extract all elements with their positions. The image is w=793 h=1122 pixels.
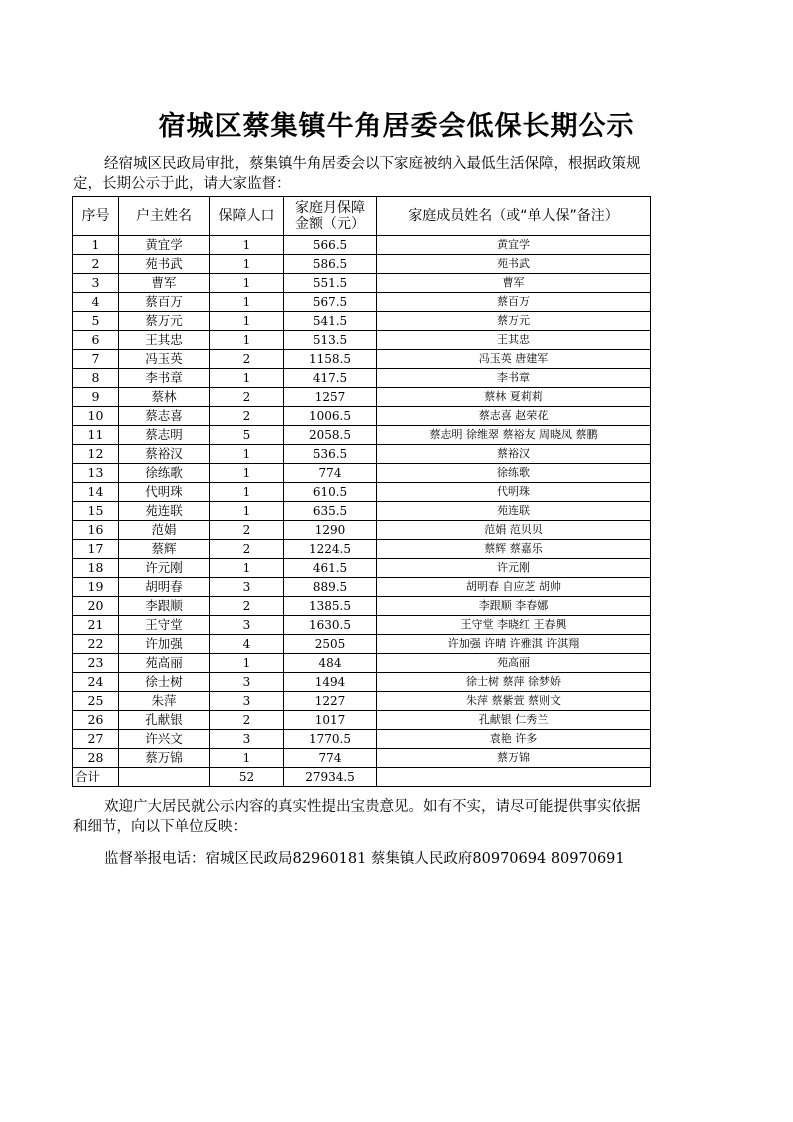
cell-index: 2	[73, 255, 119, 274]
cell-household-head: 蔡志明	[119, 426, 210, 445]
cell-household-head: 蔡万元	[119, 312, 210, 331]
cell-monthly-amount: 2058.5	[284, 426, 377, 445]
cell-monthly-amount: 484	[284, 654, 377, 673]
table-total-row	[73, 768, 651, 787]
cell-index: 5	[73, 312, 119, 331]
page-title: 宿城区蔡集镇牛角居委会低保长期公示	[158, 111, 635, 142]
cell-family-members: 李跟顺 李春娜	[377, 597, 651, 616]
cell-household-head: 苑高丽	[119, 654, 210, 673]
cell-household-head: 苑连联	[119, 502, 210, 521]
cell-monthly-amount: 1227	[284, 692, 377, 711]
cell-family-members: 蔡志明 徐维翠 蔡裕友 周晓凤 蔡鹏	[377, 426, 651, 445]
cell-index: 27	[73, 730, 119, 749]
table-row	[73, 654, 651, 673]
cell-insured-count: 1	[210, 331, 284, 350]
table-row	[73, 540, 651, 559]
cell-family-members: 蔡裕汉	[377, 445, 651, 464]
cell-household-head: 范娟	[119, 521, 210, 540]
cell-index: 26	[73, 711, 119, 730]
cell-family-members: 蔡万元	[377, 312, 651, 331]
cell-index: 23	[73, 654, 119, 673]
cell-family-members: 苑连联	[377, 502, 651, 521]
cell-index: 18	[73, 559, 119, 578]
cell-index: 8	[73, 369, 119, 388]
total-label: 合计	[73, 768, 119, 787]
cell-family-members: 黄宜学	[377, 236, 651, 255]
cell-family-members: 苑书武	[377, 255, 651, 274]
cell-family-members: 苑高丽	[377, 654, 651, 673]
cell-household-head: 蔡万锦	[119, 749, 210, 768]
cell-family-members: 代明珠	[377, 483, 651, 502]
cell-index: 6	[73, 331, 119, 350]
total-count: 52	[210, 768, 284, 787]
cell-household-head: 蔡百万	[119, 293, 210, 312]
cell-monthly-amount: 461.5	[284, 559, 377, 578]
cell-insured-count: 1	[210, 369, 284, 388]
cell-household-head: 蔡林	[119, 388, 210, 407]
table-row	[73, 312, 651, 331]
cell-monthly-amount: 610.5	[284, 483, 377, 502]
cell-index: 12	[73, 445, 119, 464]
cell-monthly-amount: 1494	[284, 673, 377, 692]
table-row	[73, 749, 651, 768]
cell-family-members: 蔡万锦	[377, 749, 651, 768]
cell-family-members: 王其忠	[377, 331, 651, 350]
cell-household-head: 李书章	[119, 369, 210, 388]
cell-index: 21	[73, 616, 119, 635]
cell-family-members: 蔡百万	[377, 293, 651, 312]
cell-insured-count: 3	[210, 673, 284, 692]
cell-monthly-amount: 635.5	[284, 502, 377, 521]
cell-family-members: 孔献银 仁秀兰	[377, 711, 651, 730]
cell-household-head: 徐士树	[119, 673, 210, 692]
cell-index: 20	[73, 597, 119, 616]
cell-monthly-amount: 513.5	[284, 331, 377, 350]
header-monthly-amount-line2: 金额（元）	[295, 216, 365, 232]
cell-insured-count: 2	[210, 597, 284, 616]
cell-insured-count: 5	[210, 426, 284, 445]
cell-index: 3	[73, 274, 119, 293]
table-row	[73, 369, 651, 388]
cell-monthly-amount: 1017	[284, 711, 377, 730]
cell-monthly-amount: 586.5	[284, 255, 377, 274]
cell-insured-count: 2	[210, 388, 284, 407]
header-insured-count: 保障人口	[210, 197, 284, 236]
cell-household-head: 许元刚	[119, 559, 210, 578]
table-row	[73, 274, 651, 293]
cell-index: 7	[73, 350, 119, 369]
table-row	[73, 521, 651, 540]
cell-insured-count: 2	[210, 350, 284, 369]
table-row	[73, 730, 651, 749]
cell-monthly-amount: 889.5	[284, 578, 377, 597]
table-row	[73, 578, 651, 597]
table-row	[73, 445, 651, 464]
table-row	[73, 464, 651, 483]
cell-index: 19	[73, 578, 119, 597]
cell-household-head: 朱萍	[119, 692, 210, 711]
cell-insured-count: 1	[210, 236, 284, 255]
cell-family-members: 王守堂 李晓红 王春興	[377, 616, 651, 635]
cell-monthly-amount: 1290	[284, 521, 377, 540]
cell-monthly-amount: 774	[284, 749, 377, 768]
cell-insured-count: 1	[210, 312, 284, 331]
cell-family-members: 胡明春 自应芝 胡帅	[377, 578, 651, 597]
table-row	[73, 388, 651, 407]
cell-monthly-amount: 1257	[284, 388, 377, 407]
cell-monthly-amount: 551.5	[284, 274, 377, 293]
table-row	[73, 692, 651, 711]
cell-family-members: 蔡辉 蔡嘉乐	[377, 540, 651, 559]
cell-household-head: 蔡辉	[119, 540, 210, 559]
cell-family-members: 许元刚	[377, 559, 651, 578]
cell-index: 4	[73, 293, 119, 312]
cell-index: 25	[73, 692, 119, 711]
cell-monthly-amount: 417.5	[284, 369, 377, 388]
cell-insured-count: 1	[210, 502, 284, 521]
table-row	[73, 426, 651, 445]
table-row	[73, 350, 651, 369]
cell-monthly-amount: 1630.5	[284, 616, 377, 635]
cell-household-head: 孔献银	[119, 711, 210, 730]
total-amount: 27934.5	[284, 768, 377, 787]
cell-insured-count: 1	[210, 293, 284, 312]
cell-family-members: 范娟 范贝贝	[377, 521, 651, 540]
cell-index: 11	[73, 426, 119, 445]
cell-insured-count: 1	[210, 445, 284, 464]
cell-family-members: 徐士树 蔡萍 徐梦娇	[377, 673, 651, 692]
cell-insured-count: 1	[210, 559, 284, 578]
cell-index: 17	[73, 540, 119, 559]
cell-family-members: 冯玉英 唐建军	[377, 350, 651, 369]
table-row	[73, 616, 651, 635]
cell-insured-count: 1	[210, 483, 284, 502]
cell-monthly-amount: 1224.5	[284, 540, 377, 559]
table-row	[73, 502, 651, 521]
cell-index: 15	[73, 502, 119, 521]
cell-insured-count: 3	[210, 730, 284, 749]
cell-family-members: 袁艳 许多	[377, 730, 651, 749]
table-row	[73, 673, 651, 692]
cell-monthly-amount: 774	[284, 464, 377, 483]
table-header-row	[73, 197, 651, 236]
header-monthly-amount	[284, 197, 377, 236]
cell-household-head: 王其忠	[119, 331, 210, 350]
cell-monthly-amount: 2505	[284, 635, 377, 654]
cell-household-head: 许加强	[119, 635, 210, 654]
cell-monthly-amount: 1770.5	[284, 730, 377, 749]
table-row	[73, 483, 651, 502]
cell-household-head: 冯玉英	[119, 350, 210, 369]
subsidy-table	[72, 196, 651, 787]
cell-household-head: 曹军	[119, 274, 210, 293]
cell-index: 24	[73, 673, 119, 692]
cell-family-members: 徐练歌	[377, 464, 651, 483]
cell-household-head: 李跟顺	[119, 597, 210, 616]
cell-household-head: 徐练歌	[119, 464, 210, 483]
cell-household-head: 苑书武	[119, 255, 210, 274]
cell-insured-count: 1	[210, 464, 284, 483]
cell-insured-count: 1	[210, 274, 284, 293]
cell-household-head: 代明珠	[119, 483, 210, 502]
cell-index: 14	[73, 483, 119, 502]
cell-family-members: 李书章	[377, 369, 651, 388]
cell-insured-count: 2	[210, 540, 284, 559]
feedback-paragraph: 欢迎广大居民就公示内容的真实性提出宝贵意见。如有不实，请尽可能提供事实依据和细节，向以下单位反映：	[73, 799, 641, 835]
table-row	[73, 711, 651, 730]
cell-insured-count: 3	[210, 616, 284, 635]
cell-index: 16	[73, 521, 119, 540]
header-index: 序号	[73, 197, 119, 236]
header-monthly-amount-line1: 家庭月保障	[295, 200, 365, 216]
cell-household-head: 许兴文	[119, 730, 210, 749]
cell-insured-count: 3	[210, 578, 284, 597]
cell-monthly-amount: 567.5	[284, 293, 377, 312]
cell-index: 28	[73, 749, 119, 768]
cell-monthly-amount: 541.5	[284, 312, 377, 331]
table-row	[73, 559, 651, 578]
cell-household-head: 黄宜学	[119, 236, 210, 255]
header-family-members: 家庭成员姓名（或“单人保”备注）	[377, 197, 651, 236]
cell-insured-count: 1	[210, 654, 284, 673]
cell-family-members: 蔡林 夏莉莉	[377, 388, 651, 407]
cell-index: 22	[73, 635, 119, 654]
cell-index: 1	[73, 236, 119, 255]
cell-monthly-amount: 1385.5	[284, 597, 377, 616]
total-head	[119, 768, 210, 787]
cell-insured-count: 2	[210, 711, 284, 730]
cell-insured-count: 1	[210, 255, 284, 274]
table-row	[73, 597, 651, 616]
cell-insured-count: 3	[210, 692, 284, 711]
cell-insured-count: 2	[210, 407, 284, 426]
table-row	[73, 635, 651, 654]
header-household-head: 户主姓名	[119, 197, 210, 236]
cell-index: 9	[73, 388, 119, 407]
cell-insured-count: 2	[210, 521, 284, 540]
cell-monthly-amount: 1158.5	[284, 350, 377, 369]
table-row	[73, 331, 651, 350]
cell-family-members: 许加强 许晴 许雅淇 许淇翔	[377, 635, 651, 654]
table-body	[73, 236, 651, 768]
cell-household-head: 王守堂	[119, 616, 210, 635]
intro-paragraph: 经宿城区民政局审批，蔡集镇牛角居委会以下家庭被纳入最低生活保障，根据政策规定，长期公示于此，请大家监督：	[73, 156, 641, 192]
cell-insured-count: 4	[210, 635, 284, 654]
cell-insured-count: 1	[210, 749, 284, 768]
table-row	[73, 407, 651, 426]
cell-family-members: 蔡志喜 赵荣花	[377, 407, 651, 426]
cell-index: 10	[73, 407, 119, 426]
cell-household-head: 蔡志喜	[119, 407, 210, 426]
table-row	[73, 236, 651, 255]
cell-monthly-amount: 566.5	[284, 236, 377, 255]
cell-monthly-amount: 536.5	[284, 445, 377, 464]
cell-monthly-amount: 1006.5	[284, 407, 377, 426]
cell-household-head: 蔡裕汉	[119, 445, 210, 464]
total-members	[377, 768, 651, 787]
table-row	[73, 293, 651, 312]
table-row	[73, 255, 651, 274]
contact-line: 监督举报电话：宿城区民政局82960181 蔡集镇人民政府80970694 80970691	[104, 851, 625, 867]
cell-family-members: 曹军	[377, 274, 651, 293]
cell-index: 13	[73, 464, 119, 483]
cell-household-head: 胡明春	[119, 578, 210, 597]
cell-family-members: 朱萍 蔡紫萱 蔡则文	[377, 692, 651, 711]
